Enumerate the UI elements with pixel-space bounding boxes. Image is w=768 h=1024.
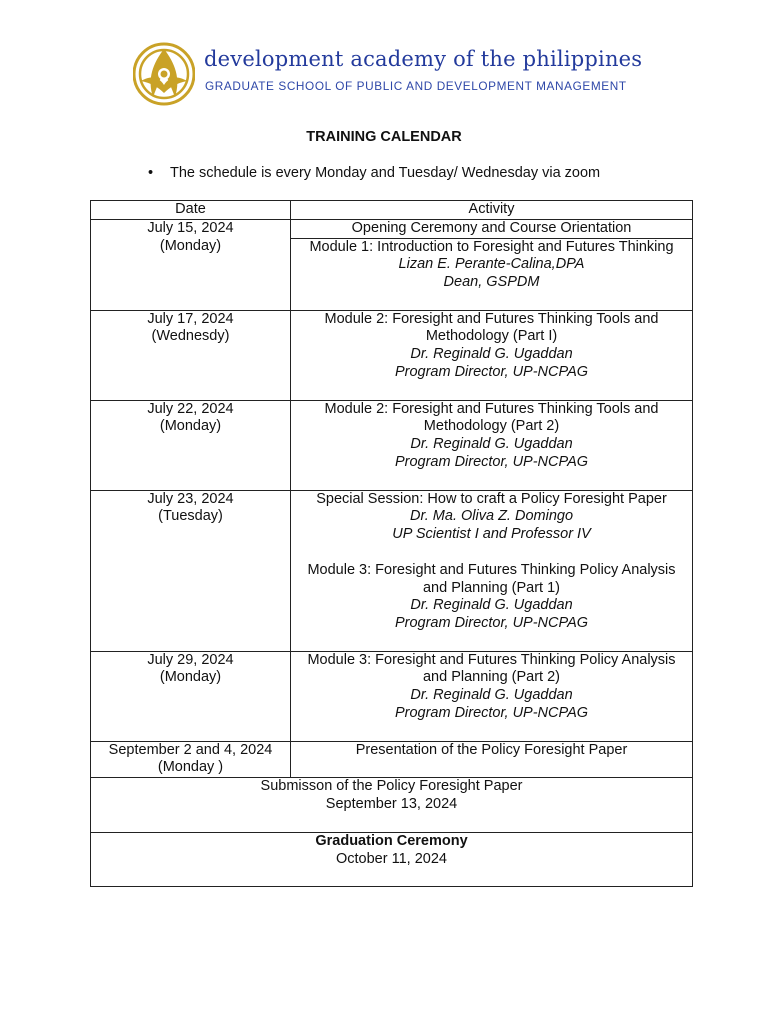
speaker-name: Dr. Reginald G. Ugaddan	[410, 436, 573, 453]
date-cell	[91, 490, 291, 651]
activity-cell	[291, 310, 693, 400]
table-row	[91, 778, 693, 833]
day: (Tuesday)	[158, 508, 223, 525]
date-cell	[91, 741, 291, 778]
table-row	[91, 219, 693, 238]
table-header-row	[91, 201, 693, 220]
date-cell	[91, 400, 291, 490]
graduation-cell	[91, 833, 693, 887]
date-cell	[91, 219, 291, 310]
table-row	[91, 400, 693, 490]
day: (Monday )	[157, 759, 224, 776]
activity-cell	[291, 651, 693, 741]
dap-logo-icon	[133, 41, 195, 107]
activity-title: Module 3: Foresight and Futures Thinking Policy Analysis	[307, 651, 676, 668]
speaker-name: Lizan E. Perante-Calina,DPA	[398, 256, 585, 273]
table-row	[91, 490, 693, 651]
activity-cell	[291, 741, 693, 778]
table-row	[91, 651, 693, 741]
speaker-role: Dean, GSPDM	[443, 274, 540, 291]
submission-date: September 13, 2024	[325, 795, 458, 812]
speaker-name: Dr. Reginald G. Ugaddan	[410, 687, 573, 704]
date: September 2 and 4, 2024	[108, 741, 273, 758]
activity-title-cont: Methodology (Part I)	[425, 328, 558, 345]
graduation-date: October 11, 2024	[336, 850, 447, 867]
table-row	[91, 833, 693, 887]
date: July 15, 2024	[147, 219, 234, 236]
speaker-role: Program Director, UP-NCPAG	[394, 453, 589, 470]
activity-title-cont: Methodology (Part 2)	[423, 418, 560, 435]
document-header	[133, 41, 643, 107]
special-session-title: Special Session: How to craft a Policy Foresight Paper	[316, 490, 667, 507]
date: July 22, 2024	[147, 400, 234, 417]
header-date: Date	[91, 201, 291, 220]
day: (Wednesdy)	[151, 328, 230, 345]
table-row	[91, 741, 693, 778]
activity-title: Presentation of the Policy Foresight Paper	[355, 741, 628, 758]
schedule-note	[148, 165, 600, 181]
speaker-role: UP Scientist I and Professor IV	[392, 526, 591, 543]
school-name: GRADUATE SCHOOL OF PUBLIC AND DEVELOPMENT MANAGEMENT	[205, 79, 627, 93]
training-calendar-table	[90, 200, 693, 887]
activity-title-cont: and Planning (Part 2)	[422, 669, 561, 686]
date: July 23, 2024	[147, 490, 234, 507]
activity-title: Module 2: Foresight and Futures Thinking Tools and	[324, 310, 659, 327]
activity-title-cont: and Planning (Part 1)	[422, 579, 561, 596]
speaker-name: Dr. Reginald G. Ugaddan	[410, 346, 573, 363]
page-title: TRAINING CALENDAR	[306, 129, 462, 145]
speaker-role: Program Director, UP-NCPAG	[394, 363, 589, 380]
activity-title: Module 3: Foresight and Futures Thinking Policy Analysis	[307, 561, 676, 578]
activity-cell	[291, 490, 693, 651]
activity-title: Module 2: Foresight and Futures Thinking Tools and	[324, 400, 659, 417]
table-row	[91, 310, 693, 400]
schedule-note-text: The schedule is every Monday and Tuesday/ Wednesday via zoom	[170, 165, 601, 181]
activity-cell	[291, 238, 693, 310]
activity-cell	[291, 400, 693, 490]
submission-cell	[91, 778, 693, 833]
date: July 29, 2024	[147, 651, 234, 668]
activity-title: Opening Ceremony and Course Orientation	[351, 219, 632, 236]
activity-title: Module 1: Introduction to Foresight and Futures Thinking	[309, 238, 674, 255]
bullet-icon: •	[148, 165, 154, 181]
speaker-role: Program Director, UP-NCPAG	[394, 704, 589, 721]
day: (Monday)	[159, 237, 222, 254]
date: July 17, 2024	[147, 310, 234, 327]
activity-cell	[291, 219, 693, 238]
speaker-name: Dr. Reginald G. Ugaddan	[410, 597, 573, 614]
speaker-role: Program Director, UP-NCPAG	[394, 615, 589, 632]
header-activity: Activity	[291, 201, 693, 220]
day: (Monday)	[159, 669, 222, 686]
submission-title: Submisson of the Policy Foresight Paper	[260, 778, 523, 795]
date-cell	[91, 651, 291, 741]
speaker-name: Dr. Ma. Oliva Z. Domingo	[409, 508, 574, 525]
date-cell	[91, 310, 291, 400]
graduation-title: Graduation Ceremony	[315, 833, 468, 850]
day: (Monday)	[159, 418, 222, 435]
spacer	[295, 544, 688, 562]
org-name: development academy of the philippines	[204, 47, 643, 71]
